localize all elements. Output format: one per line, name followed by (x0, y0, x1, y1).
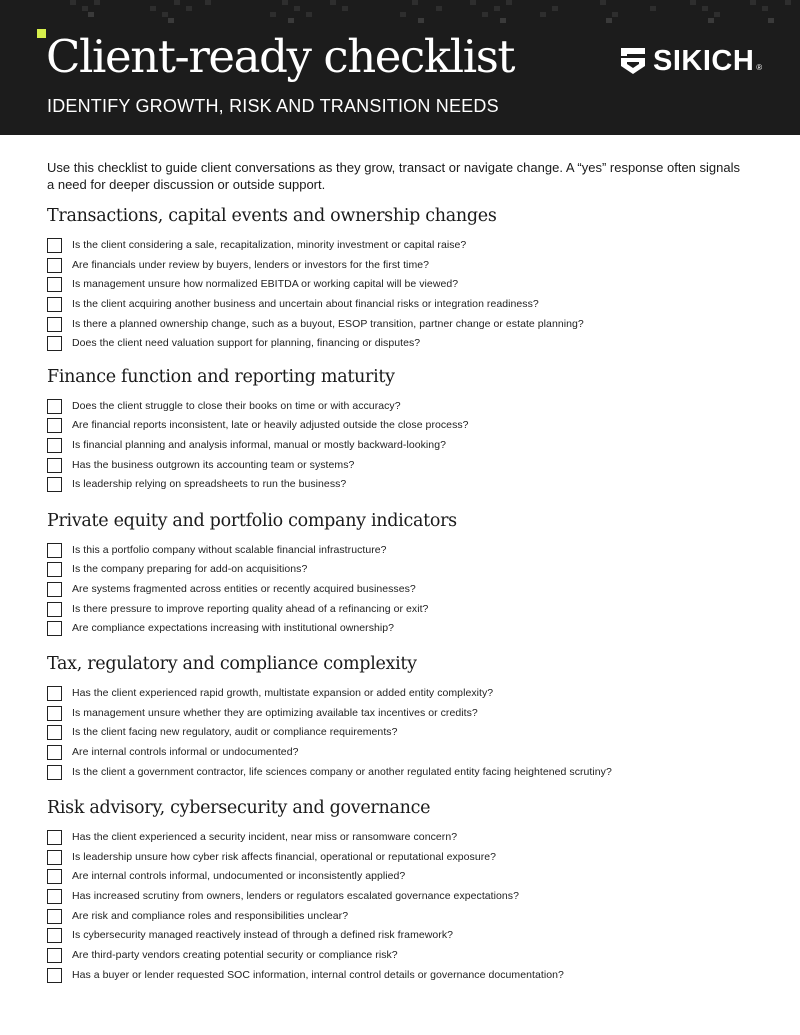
checklist-item[interactable]: Are systems fragmented across entities or recently acquired businesses? (47, 581, 416, 597)
accent-square (37, 29, 46, 38)
checklist-item[interactable]: Is financial planning and analysis informal, manual or mostly backward-looking? (47, 437, 446, 453)
checklist-item[interactable]: Are internal controls informal or undocumented? (47, 744, 298, 760)
checklist-item[interactable]: Are financials under review by buyers, lenders or investors for the first time? (47, 257, 429, 273)
page-subtitle: IDENTIFY GROWTH, RISK AND TRANSITION NEEDS (47, 96, 499, 116)
checkbox[interactable] (47, 277, 62, 292)
checklist-item[interactable]: Is cybersecurity managed reactively instead of through a defined risk framework? (47, 927, 453, 943)
checkbox[interactable] (47, 562, 62, 577)
section-title-finance: Finance function and reporting maturity (47, 367, 395, 387)
checklist-item[interactable]: Is the company preparing for add-on acquisitions? (47, 561, 307, 577)
checkbox[interactable] (47, 238, 62, 253)
checkbox[interactable] (47, 438, 62, 453)
checkbox[interactable] (47, 745, 62, 760)
checkbox[interactable] (47, 602, 62, 617)
sikich-logo-mark-icon (619, 46, 647, 76)
checklist-item[interactable]: Is there pressure to improve reporting quality ahead of a refinancing or exit? (47, 601, 428, 617)
section-title-tax: Tax, regulatory and compliance complexity (47, 654, 417, 674)
checklist-item[interactable]: Is the client acquiring another business and uncertain about financial risks or integration readiness? (47, 296, 539, 312)
checkbox[interactable] (47, 850, 62, 865)
checkbox[interactable] (47, 948, 62, 963)
checkbox[interactable] (47, 621, 62, 636)
checkbox[interactable] (47, 909, 62, 924)
checklist-item[interactable]: Are internal controls informal, undocumented or inconsistently applied? (47, 868, 405, 884)
section-title-transactions: Transactions, capital events and ownership changes (47, 206, 497, 226)
checkbox[interactable] (47, 889, 62, 904)
checkbox[interactable] (47, 399, 62, 414)
checklist-item[interactable]: Does the client struggle to close their books on time or with accuracy? (47, 398, 401, 414)
checklist-item[interactable]: Has the client experienced rapid growth, multistate expansion or added entity complexity? (47, 685, 493, 701)
page-title: Client-ready checklist (46, 30, 515, 83)
pixel-pattern-decoration (0, 0, 800, 26)
checkbox[interactable] (47, 458, 62, 473)
checklist-item[interactable]: Has a buyer or lender requested SOC information, internal control details or governance documentation? (47, 967, 564, 983)
section-title-risk: Risk advisory, cybersecurity and governance (47, 798, 431, 818)
checkbox[interactable] (47, 418, 62, 433)
checkbox[interactable] (47, 477, 62, 492)
sikich-logo (619, 45, 762, 77)
checklist-item[interactable]: Is there a planned ownership change, such as a buyout, ESOP transition, partner change or estate planning? (47, 316, 584, 332)
checkbox[interactable] (47, 258, 62, 273)
checklist-item[interactable]: Is management unsure whether they are optimizing available tax incentives or credits? (47, 705, 478, 721)
checkbox[interactable] (47, 686, 62, 701)
checkbox[interactable] (47, 317, 62, 332)
checkbox[interactable] (47, 830, 62, 845)
registered-mark: ® (756, 63, 763, 72)
header-banner (0, 0, 800, 135)
checklist-item[interactable]: Is this a portfolio company without scalable financial infrastructure? (47, 542, 387, 558)
checklist-item[interactable]: Has the client experienced a security incident, near miss or ransomware concern? (47, 829, 457, 845)
checkbox[interactable] (47, 968, 62, 983)
checkbox[interactable] (47, 543, 62, 558)
checklist-item[interactable]: Is the client a government contractor, life sciences company or another regulated entity facing heightened scrutiny? (47, 764, 612, 780)
checklist-item[interactable]: Are compliance expectations increasing with institutional ownership? (47, 620, 394, 636)
checkbox[interactable] (47, 336, 62, 351)
checkbox[interactable] (47, 706, 62, 721)
logo-wordmark: SIKICH (653, 44, 755, 77)
checkbox[interactable] (47, 765, 62, 780)
checkbox[interactable] (47, 725, 62, 740)
checklist-item[interactable]: Are financial reports inconsistent, late or heavily adjusted outside the close process? (47, 417, 469, 433)
checklist-item[interactable]: Is the client facing new regulatory, audit or compliance requirements? (47, 724, 397, 740)
checklist-item[interactable]: Is the client considering a sale, recapitalization, minority investment or capital raise? (47, 237, 466, 253)
checkbox[interactable] (47, 582, 62, 597)
checklist-item[interactable]: Does the client need valuation support for planning, financing or disputes? (47, 335, 420, 351)
checklist-item[interactable]: Are risk and compliance roles and responsibilities unclear? (47, 908, 348, 924)
checkbox[interactable] (47, 297, 62, 312)
checkbox[interactable] (47, 928, 62, 943)
checklist-item[interactable]: Is leadership relying on spreadsheets to run the business? (47, 476, 346, 492)
section-title-private-equity: Private equity and portfolio company indicators (47, 511, 457, 531)
checklist-item[interactable]: Has increased scrutiny from owners, lenders or regulators escalated governance expectations? (47, 888, 519, 904)
checklist-item[interactable]: Is management unsure how normalized EBITDA or working capital will be viewed? (47, 276, 458, 292)
checklist-item[interactable]: Has the business outgrown its accounting team or systems? (47, 457, 354, 473)
checkbox[interactable] (47, 869, 62, 884)
checklist-item[interactable]: Is leadership unsure how cyber risk affects financial, operational or reputational exposure? (47, 849, 496, 865)
intro-paragraph: Use this checklist to guide client conversations as they grow, transact or navigate change. A “yes” response often signals a need for deeper discussion or outside support. (47, 160, 740, 192)
checklist-item[interactable]: Are third-party vendors creating potential security or compliance risk? (47, 947, 398, 963)
